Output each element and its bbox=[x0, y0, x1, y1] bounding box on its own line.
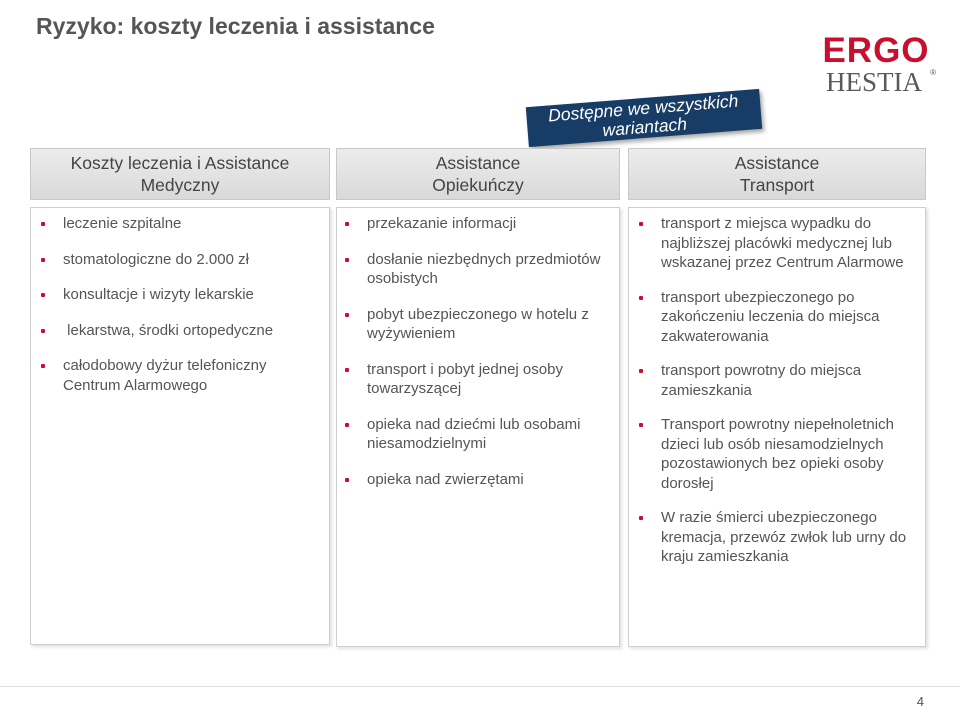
bullet-icon bbox=[345, 313, 349, 317]
logo-hestia-text: HESTIA bbox=[826, 67, 922, 97]
list-item bbox=[661, 288, 923, 347]
list-item bbox=[661, 361, 923, 400]
bullet-icon bbox=[345, 478, 349, 482]
bullet-icon bbox=[639, 516, 643, 520]
list-item-text: leczenie szpitalne bbox=[63, 215, 182, 232]
list-item bbox=[367, 415, 617, 454]
bullet-icon bbox=[639, 222, 643, 226]
list-item-text: dosłanie niezbędnych przedmiotów osobistych bbox=[367, 250, 601, 287]
slide-title: Ryzyko: koszty leczenia i assistance bbox=[36, 13, 435, 39]
footer-divider bbox=[0, 686, 960, 687]
list-item-text: konsultacje i wizyty lekarskie bbox=[63, 286, 254, 303]
bullet-icon bbox=[345, 222, 349, 226]
transport-item-list bbox=[661, 214, 923, 582]
list-item bbox=[63, 321, 323, 341]
column-body-care bbox=[336, 207, 620, 647]
list-item-text: pobyt ubezpieczonego w hotelu z wyżywieniem bbox=[367, 305, 589, 342]
bullet-icon bbox=[639, 296, 643, 300]
list-item bbox=[63, 285, 323, 305]
bullet-icon bbox=[41, 293, 45, 297]
column-body-transport bbox=[628, 207, 926, 647]
bullet-icon bbox=[41, 222, 45, 226]
bullet-icon bbox=[41, 364, 45, 368]
list-item bbox=[661, 214, 923, 273]
list-item-text: transport powrotny do miejsca zamieszkania bbox=[661, 362, 862, 399]
list-item-text: stomatologiczne do 2.000 zł bbox=[63, 250, 249, 268]
column-header-line: Koszty leczenia i Assistance bbox=[70, 153, 290, 173]
list-item-text: przekazanie informacji bbox=[367, 215, 517, 232]
column-header-line: Opiekuńczy bbox=[432, 175, 524, 195]
ergo-hestia-logo bbox=[820, 31, 936, 97]
list-item bbox=[367, 470, 617, 490]
list-item-text: W razie śmierci ubezpieczonego kremacja, przewóz zwłok lub urny do kraju zamieszkania bbox=[661, 509, 907, 565]
column-header-line: Transport bbox=[739, 175, 815, 195]
list-item bbox=[367, 305, 617, 344]
list-item-text: lekarstwa, środki ortopedyczne bbox=[63, 321, 274, 339]
list-item-text: całodobowy dyżur telefoniczny Centrum Alarmowego bbox=[63, 357, 267, 394]
column-header-line: Medyczny bbox=[140, 175, 220, 195]
list-item-text: opieka nad zwierzętami bbox=[367, 470, 524, 488]
list-item bbox=[367, 250, 617, 289]
availability-banner: Dostępne we wszystkich wariantach bbox=[526, 89, 762, 147]
medical-item-list bbox=[63, 214, 323, 411]
list-item bbox=[367, 214, 617, 234]
column-header-line: Assistance bbox=[435, 153, 521, 173]
bullet-icon bbox=[639, 369, 643, 373]
list-item bbox=[661, 508, 923, 567]
bullet-icon bbox=[41, 329, 45, 333]
list-item-text: opieka nad dziećmi lub osobami niesamodzielnymi bbox=[367, 415, 581, 452]
list-item-text: Transport powrotny niepełnoletnich dzieci lub osób niesamodzielnych pozostawionych bez opieki osoby dorosłej bbox=[661, 416, 894, 492]
care-item-list bbox=[367, 214, 617, 505]
column-body-medical bbox=[30, 207, 330, 645]
list-item bbox=[63, 356, 323, 395]
bullet-icon bbox=[639, 423, 643, 427]
column-header-transport bbox=[628, 148, 926, 200]
logo-ergo-text: ERGO bbox=[822, 31, 930, 70]
list-item bbox=[661, 415, 923, 493]
bullet-icon bbox=[41, 258, 45, 262]
bullet-icon bbox=[345, 368, 349, 372]
list-item-text: transport i pobyt jednej osoby towarzyszącej bbox=[367, 360, 563, 397]
bullet-icon bbox=[345, 258, 349, 262]
list-item-text: transport ubezpieczonego po zakończeniu leczenia do miejsca zakwaterowania bbox=[661, 288, 880, 345]
column-header-line: Assistance bbox=[734, 153, 820, 173]
list-item bbox=[367, 360, 617, 399]
logo-registered-mark: ® bbox=[930, 68, 936, 77]
column-header-medical bbox=[30, 148, 330, 200]
bullet-icon bbox=[345, 423, 349, 427]
list-item bbox=[63, 250, 323, 270]
list-item bbox=[63, 214, 323, 234]
column-header-care bbox=[336, 148, 620, 200]
page-number: 4 bbox=[916, 694, 924, 709]
list-item-text: transport z miejsca wypadku do najbliższej placówki medycznej lub wskazanej przez Centrum Alarmowe bbox=[661, 215, 904, 271]
